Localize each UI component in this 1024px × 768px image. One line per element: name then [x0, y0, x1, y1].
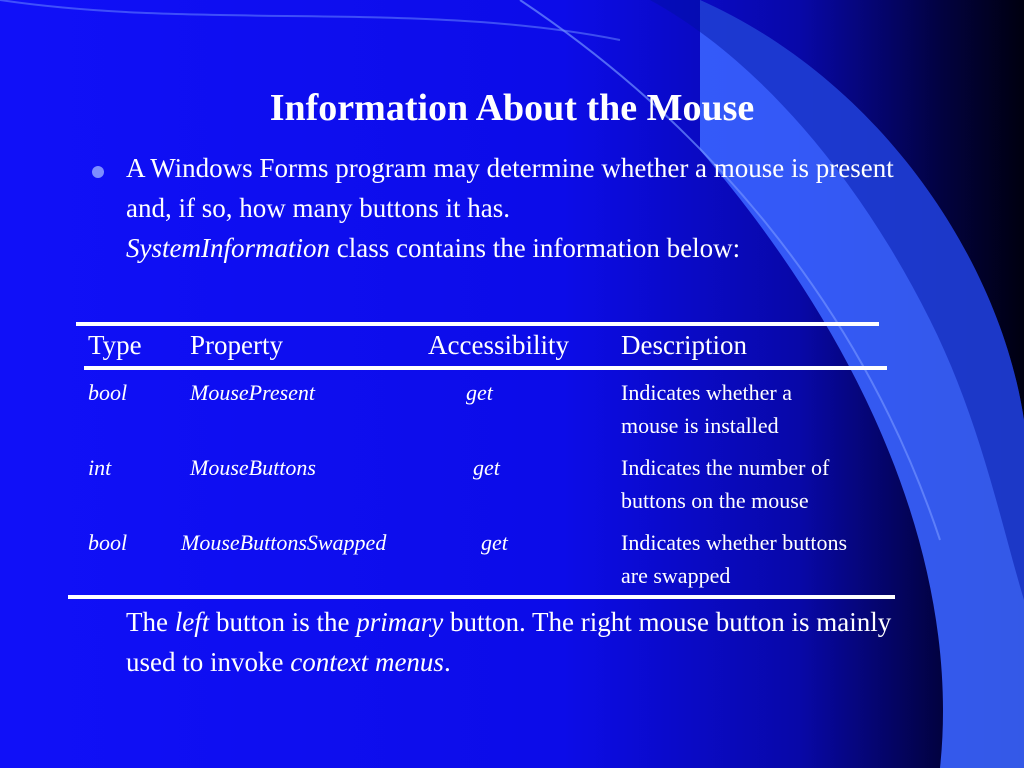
- footer-italic-left: left: [174, 607, 210, 637]
- cell-type: bool: [88, 530, 128, 555]
- footer-text-2: button is the: [209, 607, 357, 637]
- bullet-paragraph: [126, 148, 916, 268]
- cell-access: get: [481, 530, 508, 555]
- cell-description: [621, 451, 829, 517]
- table-bottom-rule: [68, 595, 895, 599]
- bullet-italic-class: SystemInformation: [126, 233, 330, 263]
- cell-description-line-1: Indicates the number of: [621, 455, 830, 480]
- footer-paragraph: [126, 602, 916, 682]
- cell-description-line-2: are swapped: [621, 563, 731, 588]
- bullet-text-1: A Windows Forms program may determine whether a mouse is present and, if so, how many buttons it has.: [126, 153, 894, 223]
- cell-description-line-2: buttons on the mouse: [621, 488, 809, 513]
- footer-text-3: button. The right mouse button is mainly used to invoke: [126, 607, 892, 677]
- cell-description: [621, 526, 847, 592]
- cell-property: MouseButtons: [190, 455, 316, 480]
- cell-property: MouseButtonsSwapped: [181, 530, 387, 555]
- footer-italic-primary: primary: [356, 607, 444, 637]
- cell-description: [621, 376, 792, 442]
- decorative-top-curve: [0, 0, 620, 40]
- header-description: Description: [621, 330, 747, 360]
- cell-type: int: [88, 455, 112, 480]
- cell-property: MousePresent: [190, 380, 316, 405]
- table-top-rule: [76, 322, 879, 326]
- bullet-icon: [92, 166, 104, 178]
- header-property: Property: [190, 330, 283, 360]
- footer-text-4: .: [443, 647, 451, 677]
- cell-description-line-1: Indicates whether a: [621, 380, 793, 405]
- cell-access: get: [473, 455, 500, 480]
- header-accessibility: Accessibility: [428, 330, 569, 360]
- footer-italic-context-menus: context menus: [290, 647, 444, 677]
- bullet-text-2: class contains the information below:: [329, 233, 741, 263]
- cell-access: get: [466, 380, 493, 405]
- footer-text-1: The: [126, 607, 175, 637]
- header-type: Type: [88, 330, 142, 360]
- cell-type: bool: [88, 380, 128, 405]
- cell-description-line-1: Indicates whether buttons: [621, 530, 848, 555]
- cell-description-line-2: mouse is installed: [621, 413, 779, 438]
- table-header-rule: [84, 366, 887, 370]
- slide-title: Information About the Mouse: [269, 87, 755, 129]
